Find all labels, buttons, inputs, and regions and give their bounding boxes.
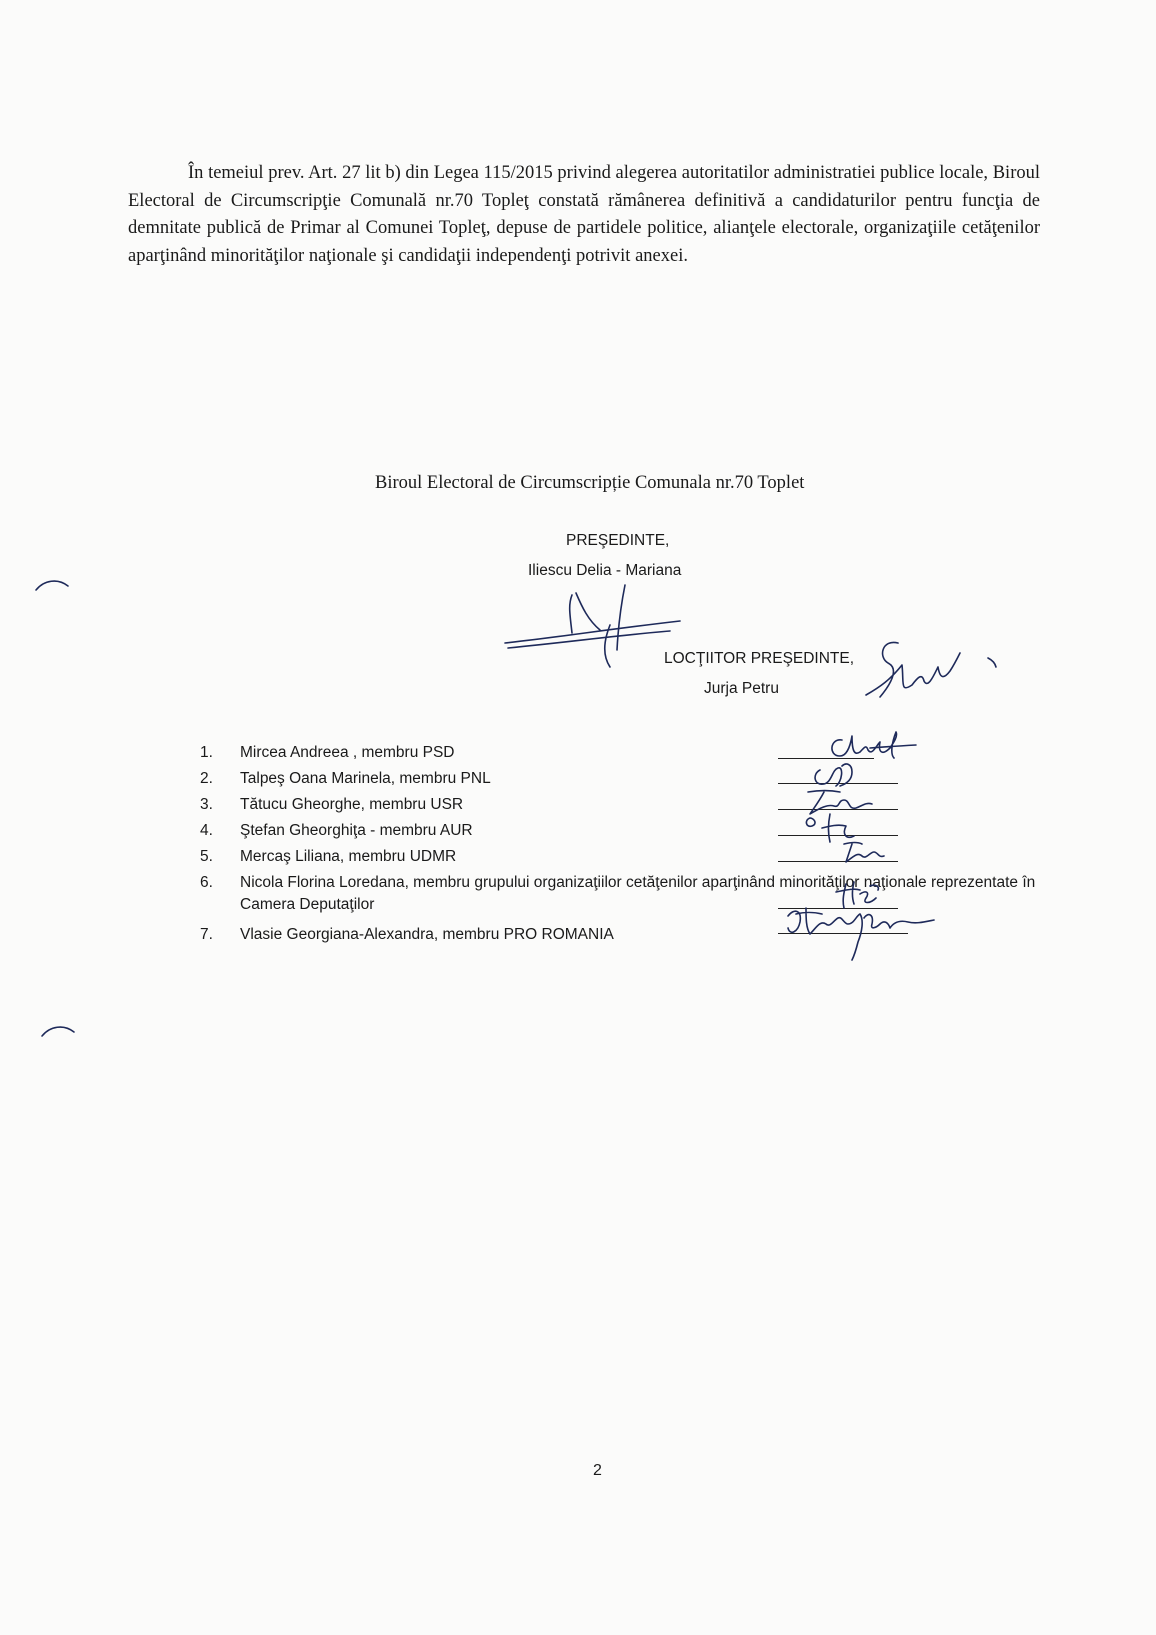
vice-president-title: LOCŢIITOR PREŞEDINTE, <box>664 650 855 667</box>
scan-mark <box>986 656 1000 670</box>
member-text: Ştefan Gheorghiţa - membru AUR <box>240 822 473 839</box>
member-text: Vlasie Georgiana-Alexandra, membru PRO ROMANIA <box>240 926 614 943</box>
member-number: 1. <box>200 744 213 761</box>
member-item <box>200 766 1060 792</box>
member-signature <box>784 902 944 962</box>
president-title: PREŞEDINTE, <box>566 532 670 549</box>
hole-punch-mark <box>40 1022 80 1042</box>
member-text: Nicola Florina Loredana, membru grupului organizaţiilor cetăţenilor aparţinând minorităţilor naţionale reprezentate în Camera Deputaţilor <box>240 874 1036 913</box>
member-text: Mircea Andreea , membru PSD <box>240 744 455 761</box>
member-text: Mercaş Liliana, membru UDMR <box>240 848 457 865</box>
member-number: 7. <box>200 926 213 943</box>
member-text: Talpeş Oana Marinela, membru PNL <box>240 770 491 787</box>
member-number: 6. <box>200 874 213 891</box>
hole-punch-mark <box>34 576 74 596</box>
member-number: 2. <box>200 770 213 787</box>
member-item <box>200 818 1060 844</box>
member-signature <box>838 838 898 864</box>
vice-president-name: Jurja Petru <box>704 680 779 697</box>
member-number: 3. <box>200 796 213 813</box>
bureau-title: Biroul Electoral de Circumscripție Comunala nr.70 Toplet <box>375 473 805 493</box>
member-item <box>200 792 1060 818</box>
member-text: Tătucu Gheorghe, membru USR <box>240 796 464 813</box>
member-item <box>200 740 1060 766</box>
vice-president-signature <box>860 635 970 710</box>
member-signature <box>820 728 920 763</box>
body-paragraph: În temeiul prev. Art. 27 lit b) din Legea 115/2015 privind alegerea autoritatilor administratiei publice locale, Biroul Electoral de Circumscripţie Comunală nr.70 Topleţ constată rămânerea definitivă a candidaturilor pentru funcţia de demnitate publică de Primar al Comunei Topleţ, depuse de partidele politice, alianţele electorale, organizaţiile cetăţenilor aparţinând minorităţilor naţionale şi candidaţii independenţi potrivit anexei. <box>128 163 1040 266</box>
member-item <box>200 844 1060 870</box>
member-number: 5. <box>200 848 213 865</box>
president-name: Iliescu Delia - Mariana <box>528 562 682 579</box>
page-number: 2 <box>593 1462 602 1479</box>
member-number: 4. <box>200 822 213 839</box>
